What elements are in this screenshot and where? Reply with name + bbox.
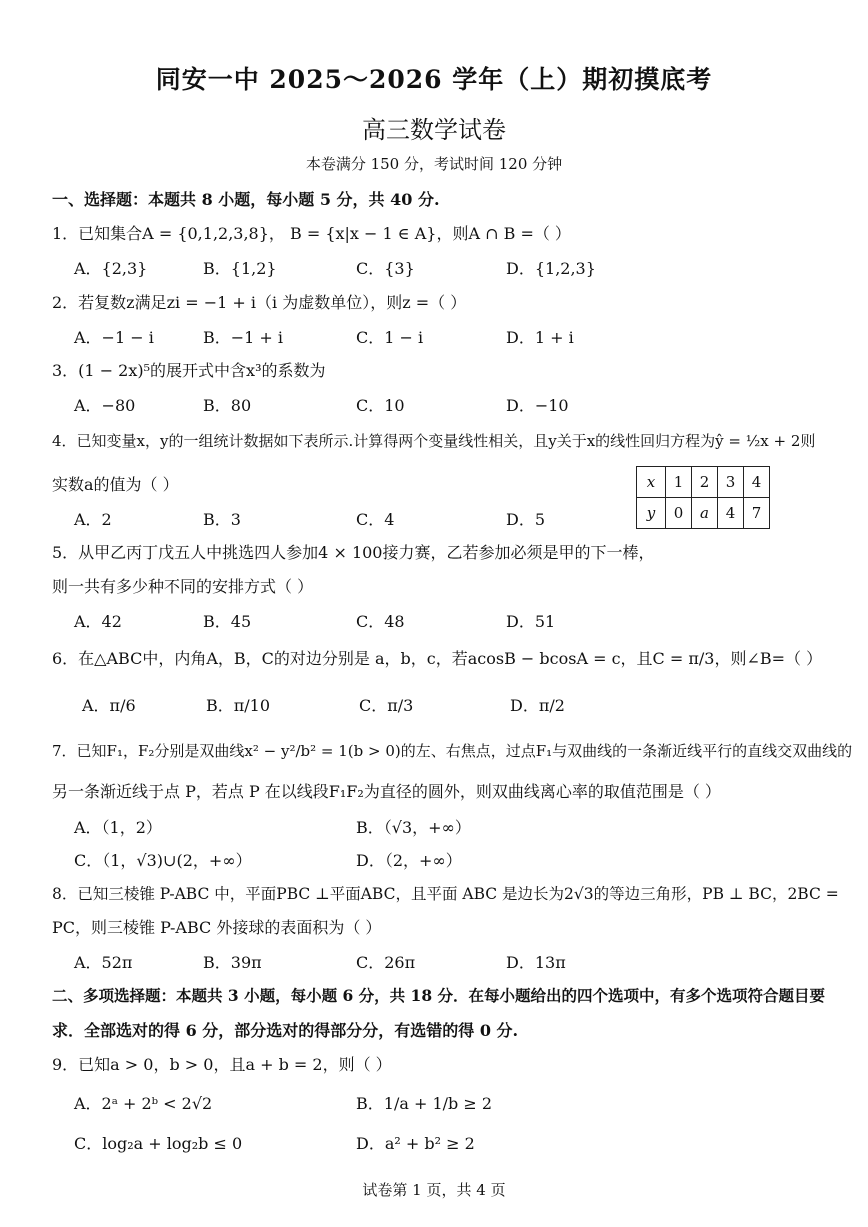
question-7-stem-line-2: 另一条渐近线于点 P，若点 P 在以线段F₁F₂为直径的圆外，则双曲线离心率的取值范围是（ ） — [52, 782, 721, 801]
question-6-option-a: A．π/6 — [82, 696, 136, 715]
question-4-option-d: D．5 — [506, 510, 546, 529]
table-cell: 3 — [718, 467, 744, 498]
question-5-option-b: B．45 — [203, 612, 252, 631]
table-cell: 4 — [744, 467, 770, 498]
exam-subtitle: 高三数学试卷 — [362, 116, 506, 144]
question-1-option-c: C．{3} — [356, 259, 415, 278]
question-9-option-c: C．log₂a + log₂b ≤ 0 — [74, 1134, 243, 1153]
question-5-option-d: D．51 — [506, 612, 556, 631]
question-6-option-c: C．π/3 — [359, 696, 414, 715]
question-7-option-d: D．（2，+∞） — [356, 851, 462, 870]
question-4-stem-line-1: 4．已知变量x，y的一组统计数据如下表所示.计算得两个变量线性相关，且y关于x的线性回归方程为ŷ = ½x + 2则 — [52, 432, 816, 450]
question-6-option-d: D．π/2 — [510, 696, 565, 715]
question-5-option-a: A．42 — [74, 612, 122, 631]
question-9-option-b: B．1/a + 1/b ≥ 2 — [356, 1094, 493, 1113]
question-3-option-c: C．10 — [356, 396, 405, 415]
question-9-option-a: A．2ᵃ + 2ᵇ < 2√2 — [74, 1094, 213, 1113]
question-2-option-d: D．1 + i — [506, 328, 574, 347]
table-cell: a — [692, 498, 718, 529]
question-7-option-c: C．（1，√3)∪(2，+∞） — [74, 851, 252, 870]
exam-info: 本卷满分 150 分，考试时间 120 分钟 — [305, 155, 563, 173]
question-4-stem-line-2: 实数a的值为（ ） — [52, 475, 179, 494]
question-7-stem-line-1: 7．已知F₁，F₂分别是双曲线x² − y²/b² = 1(b > 0)的左、右焦点，过点F₁与双曲线的一条渐近线平行的直线交双曲线的 — [52, 742, 853, 760]
table-cell: 7 — [744, 498, 770, 529]
question-3-stem: 3．(1 − 2x)⁵的展开式中含x³的系数为 — [52, 361, 326, 380]
question-4-data-table — [636, 466, 770, 529]
question-2-option-a: A．−1 − i — [74, 328, 154, 347]
question-8-stem-line-2: PC，则三棱锥 P-ABC 外接球的表面积为（ ） — [52, 918, 382, 937]
question-5-option-c: C．48 — [356, 612, 405, 631]
table-row — [637, 467, 770, 498]
page-footer: 试卷第 1 页，共 4 页 — [362, 1181, 506, 1199]
question-3-option-a: A．−80 — [74, 396, 136, 415]
question-3-option-d: D．−10 — [506, 396, 569, 415]
question-2-option-c: C．1 − i — [356, 328, 424, 347]
section-1-heading: 一、选择题：本题共 8 小题，每小题 5 分，共 40 分. — [52, 190, 440, 209]
question-7-option-b: B．（√3，+∞） — [356, 818, 471, 837]
question-8-option-d: D．13π — [506, 953, 566, 972]
question-5-stem-line-2: 则一共有多少种不同的安排方式（ ） — [52, 577, 314, 596]
question-6-option-b: B．π/10 — [206, 696, 271, 715]
question-9-stem: 9．已知a > 0，b > 0，且a + b = 2，则（ ） — [52, 1055, 392, 1074]
table-cell: 4 — [718, 498, 744, 529]
table-cell: x — [637, 467, 666, 498]
question-3-option-b: B．80 — [203, 396, 252, 415]
question-8-option-c: C．26π — [356, 953, 416, 972]
table-cell: y — [637, 498, 666, 529]
question-2-stem: 2．若复数z满足zi = −1 + i（i 为虚数单位），则z =（ ） — [52, 293, 467, 312]
section-2-heading-line-1: 二、多项选择题：本题共 3 小题，每小题 6 分，共 18 分．在每小题给出的四个选项中，有多个选项符合题目要 — [52, 986, 826, 1005]
question-2-option-b: B．−1 + i — [203, 328, 284, 347]
question-8-option-a: A．52π — [74, 953, 133, 972]
question-8-option-b: B．39π — [203, 953, 262, 972]
question-1-option-d: D．{1,2,3} — [506, 259, 596, 278]
section-2-heading-line-2: 求．全部选对的得 6 分，部分选对的得部分分，有选错的得 0 分. — [52, 1021, 519, 1040]
question-4-option-a: A．2 — [74, 510, 112, 529]
question-1-option-b: B．{1,2} — [203, 259, 277, 278]
question-9-option-d: D．a² + b² ≥ 2 — [356, 1134, 475, 1153]
exam-title: 同安一中 2025～2026 学年（上）期初摸底考 — [155, 65, 713, 94]
table-cell: 1 — [666, 467, 692, 498]
question-4-option-c: C．4 — [356, 510, 395, 529]
question-1-stem: 1．已知集合A = {0,1,2,3,8}， B = {x|x − 1 ∈ A}，则A ∩ B =（ ） — [52, 224, 571, 243]
table-cell: 2 — [692, 467, 718, 498]
question-4-option-b: B．3 — [203, 510, 241, 529]
table-cell: 0 — [666, 498, 692, 529]
table-row — [637, 498, 770, 529]
question-8-stem-line-1: 8．已知三棱锥 P-ABC 中，平面PBC ⊥平面ABC，且平面 ABC 是边长为2√3的等边三角形，PB ⊥ BC，2BC = — [52, 885, 839, 903]
question-5-stem-line-1: 5．从甲乙丙丁戊五人中挑选四人参加4 × 100接力赛，乙若参加必须是甲的下一棒， — [52, 543, 655, 562]
question-6-stem: 6．在△ABC中，内角A，B，C的对边分别是 a，b，c，若acosB − bcosA = c，且C = π/3，则∠B=（ ） — [52, 649, 823, 668]
question-1-option-a: A．{2,3} — [74, 259, 148, 278]
question-7-option-a: A．（1，2） — [74, 818, 162, 837]
